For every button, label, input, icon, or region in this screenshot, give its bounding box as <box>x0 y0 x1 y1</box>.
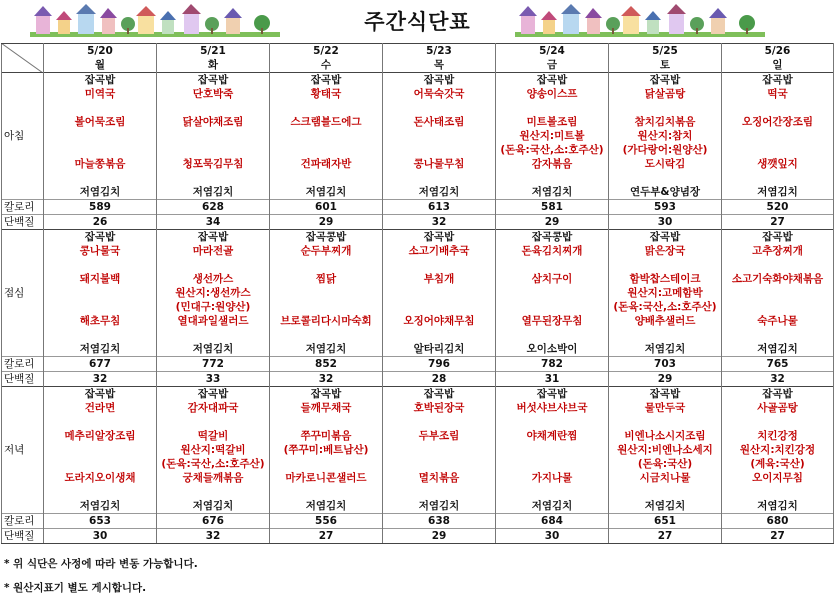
calorie-value: 782 <box>496 357 609 372</box>
dish-side: 열대과일샐러드 <box>157 314 270 328</box>
calorie-value: 581 <box>496 200 609 215</box>
protein-value: 32 <box>383 215 496 230</box>
protein-value: 32 <box>270 372 383 387</box>
protein-value: 33 <box>157 372 270 387</box>
protein-value: 34 <box>157 215 270 230</box>
dish-side: 생깻잎지 <box>722 157 834 171</box>
dish-o1: 원산지:고메함박 <box>609 286 722 300</box>
dish-side: 궁채들깨볶음 <box>157 471 270 485</box>
table-row <box>2 115 834 129</box>
dish-o2: (돈육:국산,소:호주산) <box>609 300 722 314</box>
dish-o2 <box>44 300 157 314</box>
dish-rice: 잡곡밥 <box>609 230 722 245</box>
calorie-value: 772 <box>157 357 270 372</box>
dish-side: 건파래자반 <box>270 157 383 171</box>
table-row <box>2 215 834 230</box>
date-cell: 5/24 <box>496 44 609 59</box>
dish-kimchi: 저염김치 <box>157 342 270 357</box>
dish-side: 해초무침 <box>44 314 157 328</box>
table-row <box>2 244 834 258</box>
calorie-value: 593 <box>609 200 722 215</box>
dish-r8 <box>44 328 157 342</box>
calorie-value: 589 <box>44 200 157 215</box>
dish-rice: 잡곡밥 <box>383 387 496 402</box>
dish-o1 <box>722 129 834 143</box>
dish-rice: 잡곡밥 <box>722 73 834 88</box>
calorie-value: 601 <box>270 200 383 215</box>
dish-soup: 돈육김치찌개 <box>496 244 609 258</box>
dish-r8 <box>722 171 834 185</box>
dish-r8 <box>44 171 157 185</box>
dish-kimchi: 저염김치 <box>44 342 157 357</box>
dish-o1 <box>496 443 609 457</box>
dish-o2: (돈육:국산) <box>609 457 722 471</box>
calorie-value: 520 <box>722 200 834 215</box>
dish-o2 <box>270 300 383 314</box>
dish-o1 <box>383 129 496 143</box>
dish-main: 삼치구이 <box>496 272 609 286</box>
dish-soup: 고추장찌개 <box>722 244 834 258</box>
calorie-value: 852 <box>270 357 383 372</box>
dish-main: 생선까스 <box>157 272 270 286</box>
calorie-label: 칼로리 <box>2 357 44 372</box>
note-change: * 위 식단은 사정에 따라 변동 가능합니다. <box>4 558 198 570</box>
table-row <box>2 314 834 328</box>
dish-o1 <box>722 286 834 300</box>
dish-o1 <box>496 286 609 300</box>
dish-kimchi: 저염김치 <box>157 499 270 514</box>
dish-kimchi: 저염김치 <box>722 342 834 357</box>
calorie-value: 680 <box>722 514 834 529</box>
dish-main: 닭살야채조림 <box>157 115 270 129</box>
dish-o2 <box>722 143 834 157</box>
dish-rice: 잡곡밥 <box>383 73 496 88</box>
dish-rice: 잡곡밥 <box>383 230 496 245</box>
dish-r3 <box>609 415 722 429</box>
dish-r8 <box>157 485 270 499</box>
dish-side: 마늘쫑볶음 <box>44 157 157 171</box>
dish-r8 <box>722 485 834 499</box>
table-row <box>2 429 834 443</box>
calorie-label: 칼로리 <box>2 200 44 215</box>
dish-side: 오이지무침 <box>722 471 834 485</box>
dish-side: 가지나물 <box>496 471 609 485</box>
protein-value: 27 <box>722 215 834 230</box>
dish-r3 <box>270 258 383 272</box>
dish-main: 오징어간장조림 <box>722 115 834 129</box>
dish-r3 <box>383 415 496 429</box>
dish-o1 <box>383 286 496 300</box>
dish-main: 돼지불백 <box>44 272 157 286</box>
dish-rice: 잡곡밥 <box>496 73 609 88</box>
dish-r8 <box>44 485 157 499</box>
dish-soup: 황태국 <box>270 87 383 101</box>
dish-main: 미트볼조림 <box>496 115 609 129</box>
protein-value: 29 <box>383 529 496 544</box>
weekday-cell: 토 <box>609 58 722 73</box>
protein-value: 30 <box>609 215 722 230</box>
dish-rice: 잡곡밥 <box>609 73 722 88</box>
dish-side: 청포묵김무침 <box>157 157 270 171</box>
protein-value: 26 <box>44 215 157 230</box>
village-decoration-right-icon <box>515 2 765 40</box>
dish-soup: 닭살곰탕 <box>609 87 722 101</box>
table-row <box>2 415 834 429</box>
dish-main: 비엔나소시지조림 <box>609 429 722 443</box>
dish-o2: (민대구:원양산) <box>157 300 270 314</box>
dish-r3 <box>157 258 270 272</box>
dish-r3 <box>270 101 383 115</box>
dish-side: 감자볶음 <box>496 157 609 171</box>
dish-side: 양배추샐러드 <box>609 314 722 328</box>
table-row <box>2 357 834 372</box>
dish-r3 <box>496 258 609 272</box>
dish-kimchi: 저염김치 <box>44 499 157 514</box>
table-row <box>2 387 834 402</box>
dish-soup: 감자대파국 <box>157 401 270 415</box>
dish-soup: 소고기배추국 <box>383 244 496 258</box>
dish-side: 오징어야채무침 <box>383 314 496 328</box>
calorie-value: 556 <box>270 514 383 529</box>
table-row <box>2 457 834 471</box>
dish-o2: (계육:국산) <box>722 457 834 471</box>
protein-value: 30 <box>496 529 609 544</box>
date-cell: 5/21 <box>157 44 270 59</box>
calorie-value: 765 <box>722 357 834 372</box>
dish-r3 <box>722 258 834 272</box>
protein-label: 단백질 <box>2 529 44 544</box>
protein-value: 27 <box>270 529 383 544</box>
dish-r3 <box>609 258 722 272</box>
table-row <box>2 286 834 300</box>
table-row <box>2 485 834 499</box>
dish-rice: 잡곡밥 <box>157 230 270 245</box>
table-row <box>2 73 834 88</box>
dish-o1 <box>383 443 496 457</box>
dish-r3 <box>722 101 834 115</box>
dish-kimchi: 저염김치 <box>609 342 722 357</box>
dish-r8 <box>383 485 496 499</box>
protein-value: 29 <box>270 215 383 230</box>
dish-r3 <box>609 101 722 115</box>
dish-o2: (돈육:국산,소:호주산) <box>496 143 609 157</box>
table-row <box>2 129 834 143</box>
dish-o2 <box>496 300 609 314</box>
table-row <box>2 157 834 171</box>
dish-side: 멸치볶음 <box>383 471 496 485</box>
dish-soup: 들깨무채국 <box>270 401 383 415</box>
calorie-value: 653 <box>44 514 157 529</box>
dish-kimchi: 저염김치 <box>270 342 383 357</box>
dish-o2 <box>157 143 270 157</box>
dish-main: 스크램블드에그 <box>270 115 383 129</box>
dish-main: 찜닭 <box>270 272 383 286</box>
weekday-cell: 화 <box>157 58 270 73</box>
table-row <box>2 200 834 215</box>
calorie-value: 651 <box>609 514 722 529</box>
protein-value: 27 <box>722 529 834 544</box>
dish-r8 <box>157 171 270 185</box>
dish-side: 도라지오이생채 <box>44 471 157 485</box>
dish-r8 <box>496 171 609 185</box>
date-cell: 5/22 <box>270 44 383 59</box>
dish-kimchi: 저염김치 <box>722 499 834 514</box>
dish-o1 <box>270 129 383 143</box>
table-row <box>2 185 834 200</box>
dish-r3 <box>722 415 834 429</box>
calorie-value: 638 <box>383 514 496 529</box>
protein-value: 31 <box>496 372 609 387</box>
dish-o2 <box>44 143 157 157</box>
calorie-value: 613 <box>383 200 496 215</box>
dish-o1: 원산지:미트볼 <box>496 129 609 143</box>
dish-rice: 잡곡밥 <box>496 387 609 402</box>
weekday-cell: 금 <box>496 58 609 73</box>
weekday-cell: 목 <box>383 58 496 73</box>
dish-o1 <box>44 286 157 300</box>
dish-rice: 잡곡밥 <box>609 387 722 402</box>
corner-cell <box>2 44 44 59</box>
dish-kimchi: 알타리김치 <box>383 342 496 357</box>
dish-main: 함박찹스테이크 <box>609 272 722 286</box>
dish-o2 <box>270 143 383 157</box>
weekday-cell: 수 <box>270 58 383 73</box>
calorie-value: 677 <box>44 357 157 372</box>
table-row <box>2 529 834 544</box>
calorie-value: 684 <box>496 514 609 529</box>
dish-kimchi: 저염김치 <box>44 185 157 200</box>
table-row <box>2 300 834 314</box>
dish-r3 <box>270 415 383 429</box>
dish-r3 <box>383 258 496 272</box>
weekday-cell: 일 <box>722 58 834 73</box>
dish-o1 <box>157 129 270 143</box>
dish-r8 <box>609 171 722 185</box>
dish-kimchi: 저염김치 <box>157 185 270 200</box>
dish-rice: 잡곡밥 <box>157 387 270 402</box>
date-cell: 5/20 <box>44 44 157 59</box>
dish-o1 <box>270 286 383 300</box>
dish-rice: 잡곡밥 <box>270 387 383 402</box>
dish-r3 <box>496 415 609 429</box>
dish-o1: 원산지:참치 <box>609 129 722 143</box>
dish-soup: 사골곰탕 <box>722 401 834 415</box>
dish-rice: 잡곡밥 <box>44 230 157 245</box>
dish-soup: 버섯샤브샤브국 <box>496 401 609 415</box>
dish-main: 참치김치볶음 <box>609 115 722 129</box>
dish-main: 야채계란찜 <box>496 429 609 443</box>
dish-r8 <box>383 171 496 185</box>
dish-side: 브로콜리다시마숙회 <box>270 314 383 328</box>
dish-r3 <box>44 101 157 115</box>
dish-o2 <box>44 457 157 471</box>
dish-main: 쭈꾸미볶음 <box>270 429 383 443</box>
dish-o1: 원산지:치킨강정 <box>722 443 834 457</box>
dish-kimchi: 연두부&양념장 <box>609 185 722 200</box>
dish-side: 콩나물무침 <box>383 157 496 171</box>
dish-soup: 어묵숙갓국 <box>383 87 496 101</box>
dish-soup: 마라전골 <box>157 244 270 258</box>
page-title: 주간식단표 <box>364 10 471 34</box>
dish-rice: 잡곡밥 <box>44 73 157 88</box>
table-row <box>2 272 834 286</box>
dish-main: 떡갈비 <box>157 429 270 443</box>
dish-r8 <box>157 328 270 342</box>
dish-r8 <box>496 485 609 499</box>
table-row <box>2 342 834 357</box>
dish-rice: 잡곡밥 <box>722 230 834 245</box>
weekly-menu-table <box>1 43 834 544</box>
protein-value: 28 <box>383 372 496 387</box>
dish-side: 도시락김 <box>609 157 722 171</box>
table-row <box>2 58 834 73</box>
dish-side: 숙주나물 <box>722 314 834 328</box>
corner-cell <box>2 58 44 73</box>
dish-r8 <box>270 485 383 499</box>
table-row <box>2 401 834 415</box>
protein-value: 30 <box>44 529 157 544</box>
dish-main: 부침개 <box>383 272 496 286</box>
table-row <box>2 514 834 529</box>
table-row <box>2 258 834 272</box>
meal-label: 아침 <box>2 73 44 200</box>
calorie-label: 칼로리 <box>2 514 44 529</box>
date-cell: 5/23 <box>383 44 496 59</box>
protein-value: 32 <box>44 372 157 387</box>
dish-soup: 떡국 <box>722 87 834 101</box>
dish-soup: 건라면 <box>44 401 157 415</box>
dish-r3 <box>383 101 496 115</box>
dish-o2 <box>383 457 496 471</box>
dish-r8 <box>383 328 496 342</box>
dish-main: 두부조림 <box>383 429 496 443</box>
dish-r8 <box>609 485 722 499</box>
protein-value: 32 <box>722 372 834 387</box>
dish-o2 <box>383 143 496 157</box>
table-row <box>2 471 834 485</box>
dish-kimchi: 저염김치 <box>609 499 722 514</box>
dish-r3 <box>44 258 157 272</box>
dish-o1 <box>44 443 157 457</box>
dish-rice: 잡곡밥 <box>157 73 270 88</box>
dish-kimchi: 저염김치 <box>383 185 496 200</box>
table-row <box>2 171 834 185</box>
table-row <box>2 499 834 514</box>
date-cell: 5/26 <box>722 44 834 59</box>
dish-kimchi: 저염김치 <box>496 499 609 514</box>
dish-r8 <box>609 328 722 342</box>
dish-main: 메추리알장조림 <box>44 429 157 443</box>
dish-kimchi: 저염김치 <box>496 185 609 200</box>
dish-soup: 미역국 <box>44 87 157 101</box>
table-row <box>2 328 834 342</box>
dish-r8 <box>270 171 383 185</box>
dish-o1 <box>44 129 157 143</box>
dish-r8 <box>496 328 609 342</box>
calorie-value: 676 <box>157 514 270 529</box>
dish-side: 열무된장무침 <box>496 314 609 328</box>
header <box>0 0 835 44</box>
dish-soup: 맑은장국 <box>609 244 722 258</box>
calorie-value: 628 <box>157 200 270 215</box>
dish-rice: 잡곡밥 <box>270 73 383 88</box>
dish-kimchi: 저염김치 <box>383 499 496 514</box>
dish-main: 치킨강정 <box>722 429 834 443</box>
dish-main: 소고기숙화야채볶음 <box>722 272 834 286</box>
dish-o2 <box>383 300 496 314</box>
dish-rice: 잡곡콩밥 <box>270 230 383 245</box>
dish-r3 <box>157 415 270 429</box>
dish-soup: 단호박죽 <box>157 87 270 101</box>
dish-side: 시금치나물 <box>609 471 722 485</box>
weekday-cell: 월 <box>44 58 157 73</box>
dish-rice: 잡곡밥 <box>722 387 834 402</box>
dish-kimchi: 저염김치 <box>722 185 834 200</box>
protein-label: 단백질 <box>2 215 44 230</box>
protein-value: 27 <box>609 529 722 544</box>
meal-label: 저녁 <box>2 387 44 514</box>
table-row <box>2 44 834 59</box>
table-row <box>2 87 834 101</box>
calorie-value: 703 <box>609 357 722 372</box>
dish-rice: 잡곡밥 <box>44 387 157 402</box>
table-row <box>2 230 834 245</box>
dish-main: 돈사태조림 <box>383 115 496 129</box>
dish-soup: 물만두국 <box>609 401 722 415</box>
calorie-value: 796 <box>383 357 496 372</box>
dish-o2 <box>496 457 609 471</box>
dish-r8 <box>722 328 834 342</box>
protein-value: 29 <box>609 372 722 387</box>
dish-soup: 호박된장국 <box>383 401 496 415</box>
table-row <box>2 443 834 457</box>
dish-kimchi: 저염김치 <box>270 499 383 514</box>
dish-soup: 순두부찌개 <box>270 244 383 258</box>
dish-r8 <box>270 328 383 342</box>
protein-value: 32 <box>157 529 270 544</box>
dish-kimchi: 오이소박이 <box>496 342 609 357</box>
note-origin: * 원산지표기 별도 게시합니다. <box>4 582 147 594</box>
dish-o2 <box>722 300 834 314</box>
table-row <box>2 372 834 387</box>
dish-r3 <box>44 415 157 429</box>
dish-rice: 잡곡콩밥 <box>496 230 609 245</box>
dish-soup: 양송이스프 <box>496 87 609 101</box>
dish-o1: 원산지:생선까스 <box>157 286 270 300</box>
dish-kimchi: 저염김치 <box>270 185 383 200</box>
dish-soup: 콩나물국 <box>44 244 157 258</box>
dish-o2: (가다랑어:원양산) <box>609 143 722 157</box>
date-cell: 5/25 <box>609 44 722 59</box>
table-row <box>2 143 834 157</box>
dish-o1: 원산지:비엔나소세지 <box>609 443 722 457</box>
dish-r3 <box>496 101 609 115</box>
dish-o1: (쭈꾸미:베트남산) <box>270 443 383 457</box>
dish-side: 마카로니콘샐러드 <box>270 471 383 485</box>
dish-o1: 원산지:떡갈비 <box>157 443 270 457</box>
dish-o2 <box>270 457 383 471</box>
protein-value: 29 <box>496 215 609 230</box>
dish-main: 볼어묵조림 <box>44 115 157 129</box>
table-row <box>2 101 834 115</box>
dish-r3 <box>157 101 270 115</box>
protein-label: 단백질 <box>2 372 44 387</box>
dish-o2: (돈육:국산,소:호주산) <box>157 457 270 471</box>
meal-label: 점심 <box>2 230 44 357</box>
